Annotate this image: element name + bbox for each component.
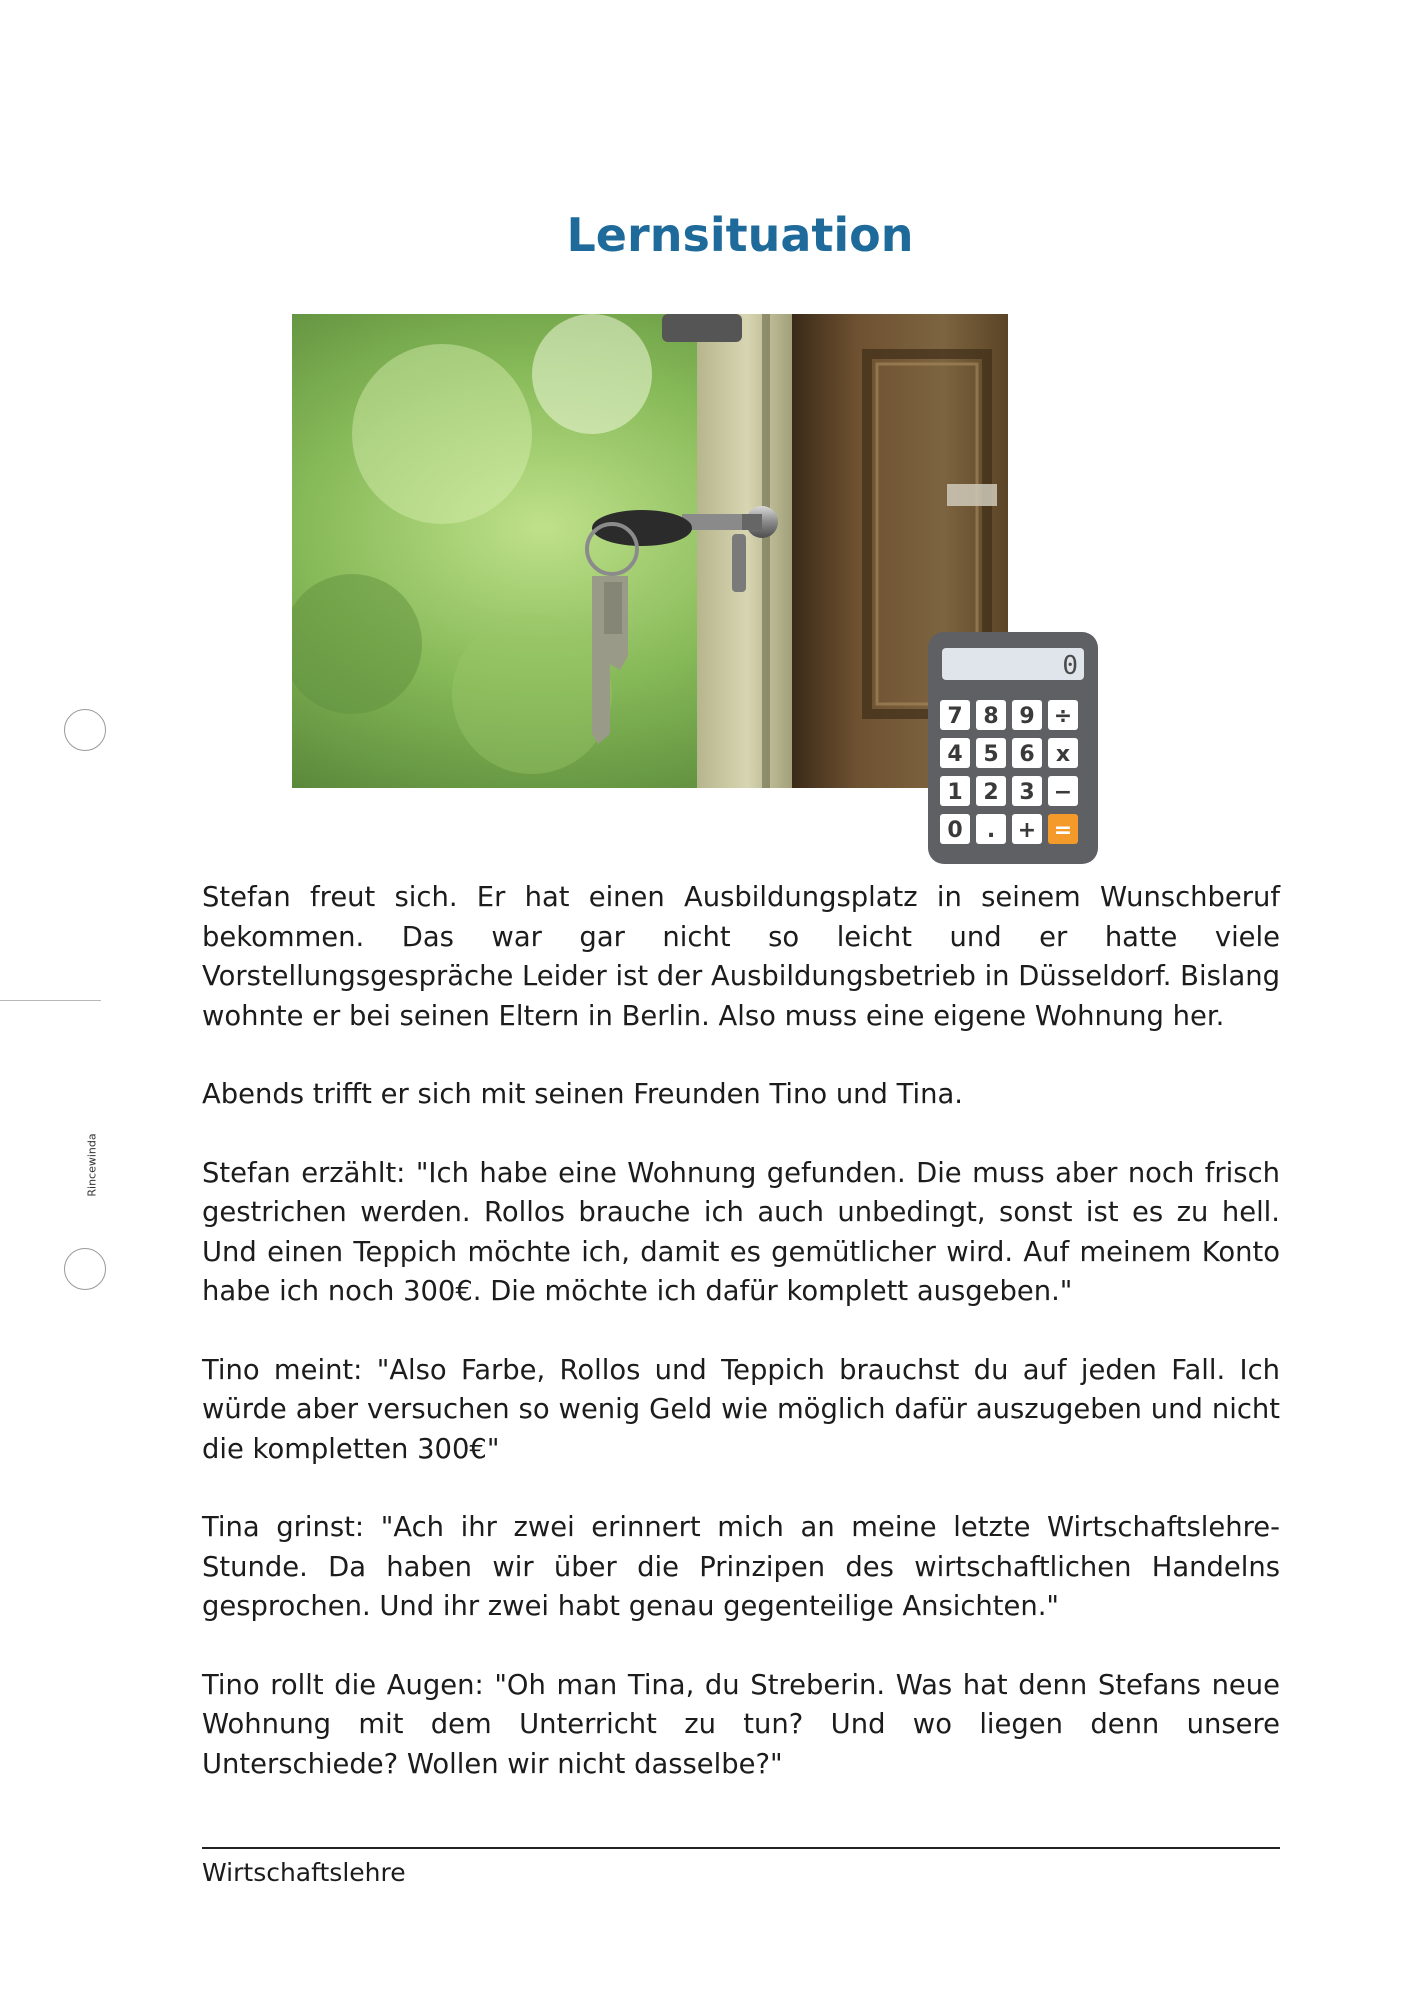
- svg-text:4: 4: [947, 742, 963, 767]
- svg-text:1: 1: [947, 780, 963, 805]
- punch-hole-bottom: [64, 1248, 106, 1290]
- door-key-photo: [292, 314, 1008, 788]
- svg-text:=: =: [1053, 818, 1073, 843]
- story-text: [202, 878, 1280, 1823]
- calculator-display: 0: [1062, 651, 1078, 681]
- svg-text:−: −: [1053, 780, 1073, 805]
- svg-text:+: +: [1017, 818, 1037, 843]
- calculator-icon: [928, 632, 1098, 864]
- svg-text:5: 5: [983, 742, 999, 767]
- svg-text:3: 3: [1019, 780, 1035, 805]
- page-title: Lernsituation: [566, 208, 914, 262]
- svg-text:6: 6: [1019, 742, 1035, 767]
- fold-mark-line: [0, 1000, 101, 1001]
- paragraph-intro: Stefan freut sich. Er hat einen Ausbildungsplatz in seinem Wunschberuf bekommen. Das war gar nicht so leicht und er hatte viele Vorstellungsgespräche Leider ist der Ausbildungsbetrieb in Düsseldorf. Bislang wohnte er bei seinen Eltern in Berlin. Also muss eine eigene Wohnung her.: [202, 882, 1280, 1032]
- svg-text:7: 7: [947, 704, 963, 729]
- svg-text:÷: ÷: [1053, 704, 1073, 729]
- paragraph-tina: Tina grinst: "Ach ihr zwei erinnert mich an meine letzte Wirtschaftslehre-Stunde. Da haben wir über die Prinzipen des wirtschaftlichen Handelns gesprochen. Und ihr zwei habt genau gegenteilige Ansichten.": [202, 1512, 1280, 1622]
- paragraph-tino-reply: Tino rollt die Augen: "Oh man Tina, du Streberin. Was hat denn Stefans neue Wohnung mit dem Unterricht zu tun? Und wo liegen denn unsere Unterschiede? Wollen wir nicht dasselbe?": [202, 1669, 1280, 1780]
- svg-text:2: 2: [983, 780, 999, 805]
- svg-text:8: 8: [983, 704, 999, 729]
- author-credit: Rincewinda: [85, 1133, 99, 1197]
- paragraph-evening: Abends trifft er sich mit seinen Freunden Tino und Tina.: [202, 1079, 963, 1110]
- svg-text:x: x: [1055, 742, 1071, 767]
- paragraph-stefan: Stefan erzählt: "Ich habe eine Wohnung gefunden. Die muss aber noch frisch gestrichen werden. Rollos brauche ich auch unbedingt, sonst ist es zu hell. Und einen Teppich möchte ich, damit es gemütlicher wird. Auf meinem Konto habe ich noch 300€. Die möchte ich dafür komplett ausgeben.": [202, 1157, 1280, 1307]
- footer-subject: Wirtschaftslehre: [202, 1858, 406, 1887]
- svg-text:0: 0: [947, 818, 963, 843]
- paragraph-tino: Tino meint: "Also Farbe, Rollos und Teppich brauchst du auf jeden Fall. Ich würde aber versuchen so wenig Geld wie möglich dafür auszugeben und nicht die kompletten 300€": [202, 1354, 1280, 1465]
- footer-divider: [202, 1847, 1280, 1849]
- svg-text:.: .: [986, 818, 996, 843]
- punch-hole-top: [64, 709, 106, 751]
- svg-text:9: 9: [1019, 704, 1035, 729]
